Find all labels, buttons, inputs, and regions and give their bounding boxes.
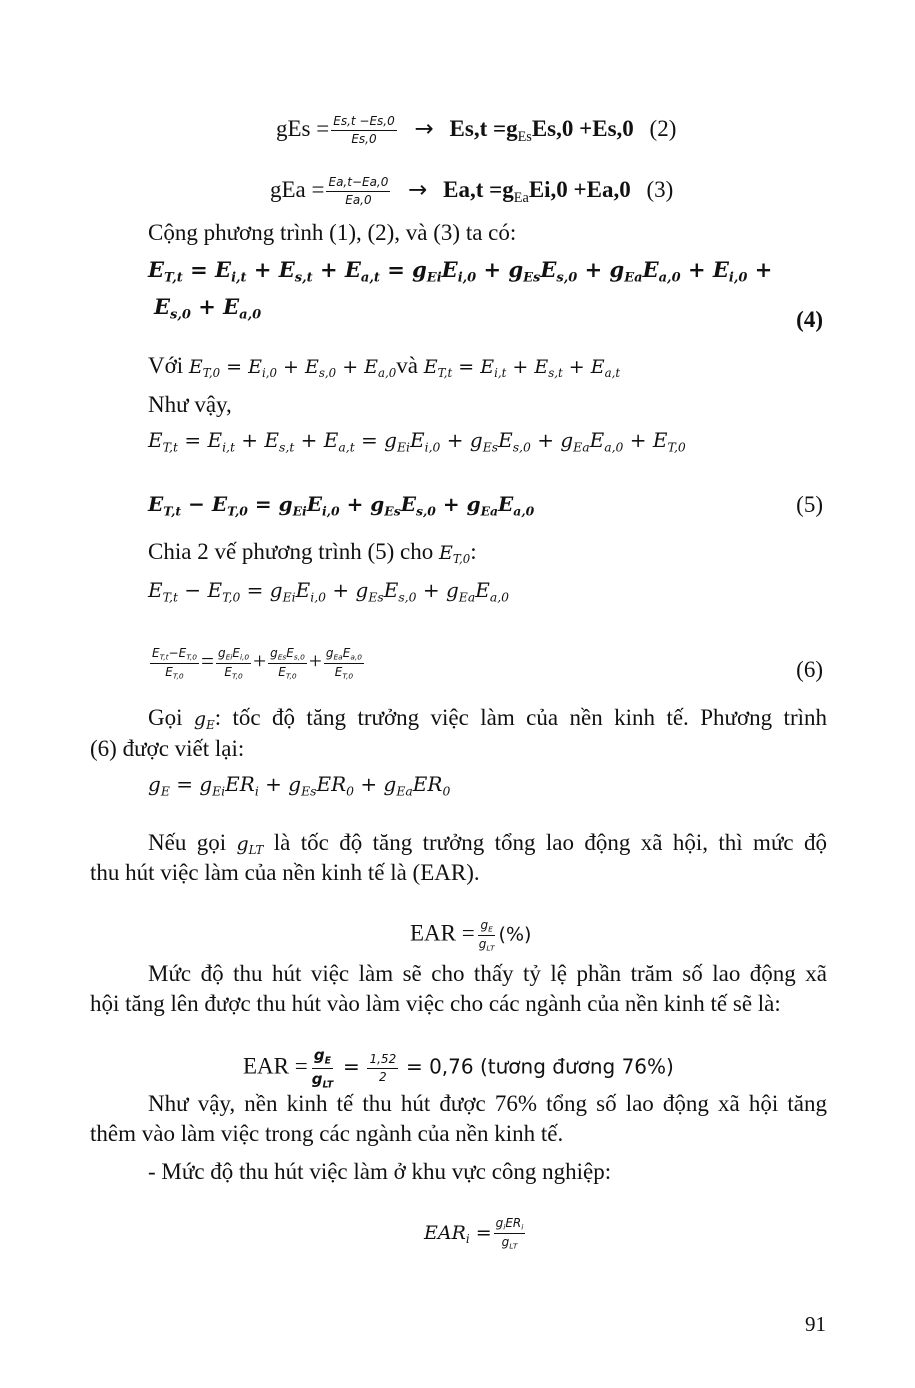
equation-5: $E_{T,t} - E_{T,0} = g_{Ei}E_{i,0} + g_{Es}E_{s,0} + g_{Ea}E_{a,0}$	[148, 492, 535, 519]
paragraph-combine: Cộng phương trình (1), (2), và (3) ta có:	[148, 220, 517, 245]
muc-text: Mức độ thu hút việc làm sẽ cho thấy tỷ lệ phần trăm số lao động xã	[148, 961, 827, 986]
equation-3	[270, 175, 673, 208]
arrow-icon: →	[408, 176, 428, 203]
eq3-numerator: Ea,t−Ea,0	[326, 175, 390, 192]
eq3-rhs-sub: Ea	[513, 189, 529, 206]
eq6-f3-den: $E_{T,0}$	[278, 664, 297, 681]
ear1-den: $g_{LT}$	[478, 936, 495, 953]
ear2-num: $g_E$	[312, 1046, 333, 1069]
ear2-lhs: EAR =	[243, 1053, 308, 1079]
ear3-den: $g_{LT}$	[501, 1234, 518, 1251]
paragraph-goi-line1	[90, 704, 827, 732]
va-text: và	[396, 353, 418, 378]
goi-variable: $g_E$	[193, 708, 215, 733]
eq2-fraction	[331, 114, 397, 147]
eq6-f3-num: $g_{Es}E_{s,0}$	[268, 646, 307, 664]
paragraph-goi-line2: (6) được viết lại:	[90, 736, 245, 761]
ear1-percent: (%)	[498, 923, 532, 946]
chia-variable: $E_{T,0}$	[439, 542, 471, 567]
page-number: 91	[805, 1312, 826, 1336]
eq6-f4-num: $g_{Ea}E_{a,0}$	[324, 646, 364, 664]
paragraph-muc-line2: hội tăng lên được thu hút vào làm việc cho các ngành của nền kinh tế sẽ là:	[90, 991, 781, 1016]
chia-text: Chia 2 vế phương trình (5) cho	[148, 539, 434, 564]
eq6-f1-num: $E_{T,t}-E_{T,0}$	[150, 646, 199, 664]
paragraph-chia	[148, 538, 477, 566]
eq3-fraction	[326, 175, 390, 208]
equation-6-tag: (6)	[796, 657, 823, 682]
equation-5-tag: (5)	[796, 492, 823, 517]
ear2-den: $g_{LT}$	[311, 1069, 334, 1091]
paragraph-voi	[148, 352, 620, 380]
paragraph-cong-nghiep: - Mức độ thu hút việc làm ở khu vực công nghiệp:	[148, 1159, 612, 1184]
voi-equation-2: $E_{T,t} = E_{i,t} + E_{s,t} + E_{a,t}$	[423, 356, 621, 381]
ear1-num: $g_E$	[478, 918, 494, 936]
ear1-lhs: EAR =	[410, 920, 475, 946]
equation-4-line2: $E_{s,0} + E_{a,0}$	[154, 294, 262, 323]
eq2-rhs-sub: Es	[517, 128, 532, 145]
neu-variable: $g_{LT}$	[236, 833, 264, 858]
eq6-equals: =	[200, 648, 214, 674]
eq2-numerator: Es,t −Es,0	[331, 114, 397, 131]
equation-6	[148, 646, 366, 681]
ear2-num2: 1,52	[367, 1052, 398, 1069]
nv-text: Như vậy, nền kinh tế thu hút được 76% tổng số lao động xã hội tăng	[148, 1091, 827, 1116]
eq6-f2-num: $g_{Ei}E_{i,0}$	[216, 646, 251, 664]
eq6-f1-den: $E_{T,0}$	[165, 664, 184, 681]
paragraph-neu-line1	[90, 829, 827, 857]
eq3-rhs: Ea,t =g	[443, 176, 514, 202]
eq2-lhs: gEs =	[276, 115, 330, 141]
equation-expanded: $E_{T,t} = E_{i,t} + E_{s,t} + E_{a,t} = g_{Ei}E_{i,0} + g_{Es}E_{s,0} + g_{Ea}E_{a,0} + E_{T,0}$	[148, 428, 686, 455]
neu-text-b: là tốc độ tăng trưởng tổng lao động xã hội, thì mức độ	[273, 830, 828, 855]
equation-2	[276, 114, 676, 147]
eq2-rhs: Es,t =g	[449, 115, 518, 141]
paragraph-nhu-vay: Như vậy,	[148, 392, 232, 417]
voi-equation-1: $E_{T,0} = E_{i,0} + E_{s,0} + E_{a,0}$	[188, 356, 397, 381]
paragraph-nv-line2: thêm vào làm việc trong các ngành của nền kinh tế.	[90, 1121, 564, 1146]
ear3-lhs: $EAR_i$ =	[424, 1221, 492, 1246]
formula-ear-i	[424, 1216, 527, 1251]
eq3-tag: (3)	[646, 176, 674, 202]
chia-colon: :	[470, 539, 477, 564]
eq6-plus: +	[253, 648, 267, 674]
eq6-f2-den: $E_{T,0}$	[224, 664, 243, 681]
goi-text-b: : tốc độ tăng trưởng việc làm của nền kinh tế. Phương trình	[214, 705, 827, 730]
eq6-plus: +	[308, 648, 322, 674]
neu-text: Nếu gọi	[148, 830, 227, 855]
equation-4-line1: $E_{T,t} = E_{i,t} + E_{s,t} + E_{a,t} = g_{Ei}E_{i,0} + g_{Es}E_{s,0} + g_{Ea}E_{a,0} + E_{i,0}$ +	[148, 257, 773, 286]
eq2-rhs-b: Es,0 +Es,0	[531, 115, 634, 141]
paragraph-muc-line1	[90, 960, 827, 988]
equation-ge: $g_E = g_{Ei}ER_i + g_{Es}ER_0 + g_{Ea}ER_0$	[148, 772, 451, 799]
formula-ear-value	[243, 1046, 674, 1091]
eq3-lhs: gEa =	[270, 176, 325, 202]
eq3-denominator: Ea,0	[345, 193, 372, 207]
formula-ear	[410, 918, 531, 953]
voi-text: Với	[148, 353, 184, 378]
ear3-num: $g_iER_i$	[494, 1216, 526, 1234]
eq2-tag: (2)	[649, 115, 677, 141]
equation-4-tag: (4)	[796, 307, 823, 332]
goi-text: Gọi	[148, 705, 183, 730]
ear2-den2: 2	[379, 1069, 387, 1084]
paragraph-nv-line1	[90, 1090, 827, 1118]
equation-5b: $E_{T,t} - E_{T,0} = g_{Ei}E_{i,0} + g_{Es}E_{s,0} + g_{Ea}E_{a,0}$	[148, 578, 510, 605]
eq2-denominator: Es,0	[351, 132, 377, 146]
paragraph-neu-line2: thu hút việc làm của nền kinh tế là (EAR).	[90, 860, 480, 885]
ear2-eq: =	[342, 1054, 360, 1079]
eq6-f4-den: $E_{T,0}$	[334, 664, 354, 681]
eq3-rhs-b: Ei,0 +Ea,0	[528, 176, 631, 202]
ear2-rhs: = 0,76 (tương đương 76%)	[405, 1054, 674, 1079]
arrow-icon: →	[414, 115, 434, 142]
